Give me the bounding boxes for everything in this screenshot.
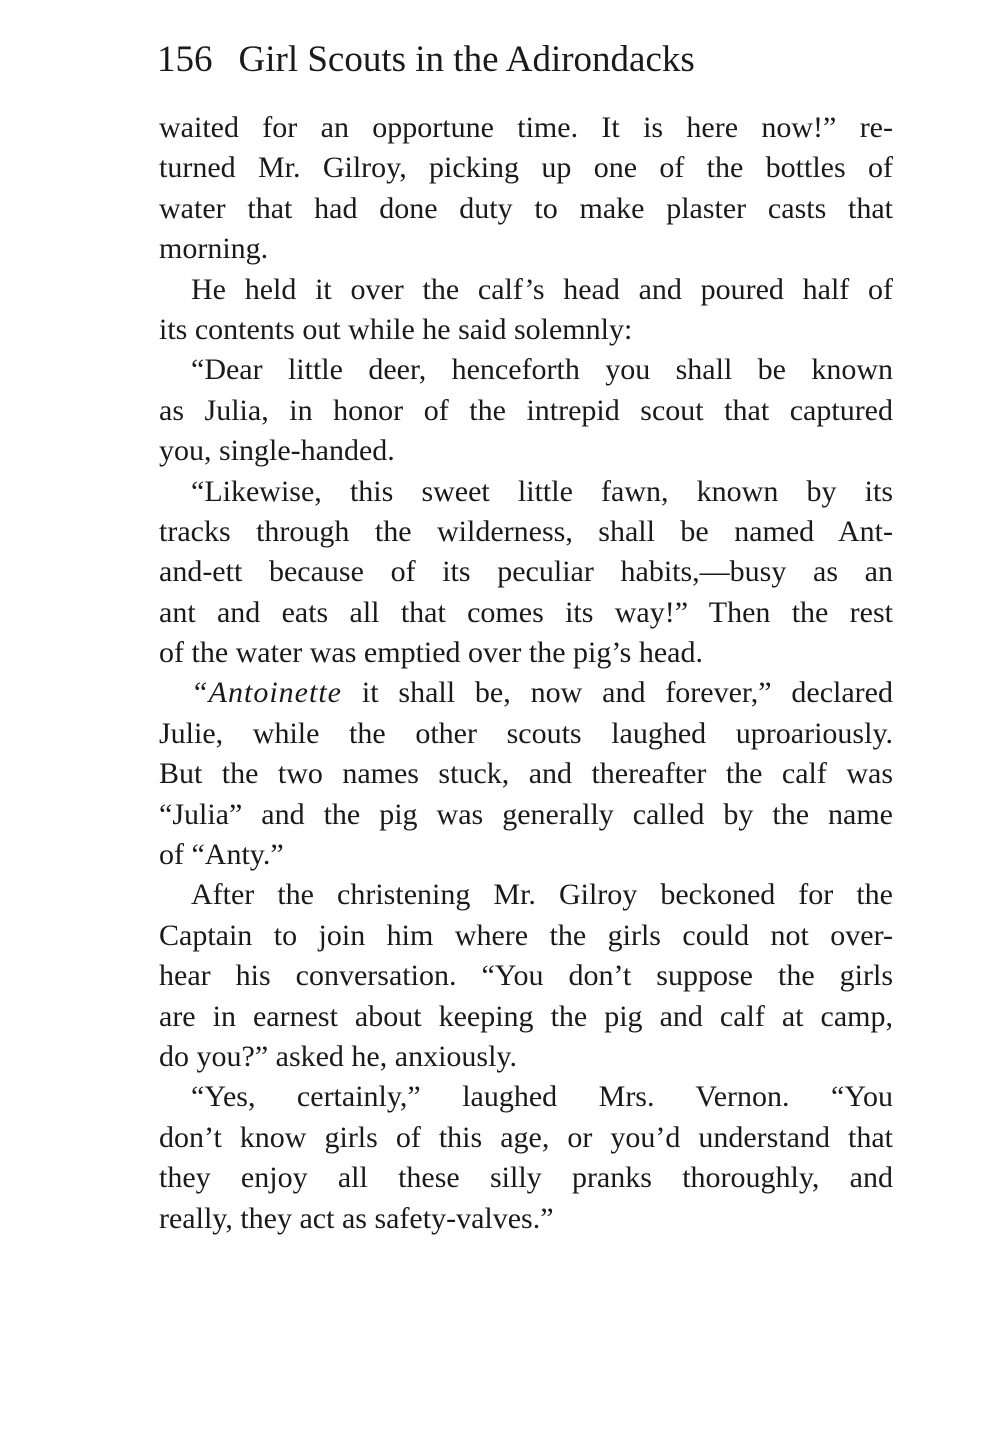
text-line: you, single-handed. bbox=[159, 434, 395, 468]
text-line: its contents out while he said solemnly: bbox=[159, 312, 633, 346]
text-fragment: it shall be, now and forever,” declared bbox=[341, 676, 893, 710]
text-line: But the two names stuck, and thereafter the calf was bbox=[159, 757, 893, 791]
text-line: morning. bbox=[159, 232, 269, 266]
text-line: After the christening Mr. Gilroy beckoned for the bbox=[191, 878, 893, 912]
text-line: they enjoy all these silly pranks thoroughly, and bbox=[159, 1161, 893, 1195]
page-number: 156 bbox=[157, 39, 213, 80]
text-line bbox=[159, 673, 893, 713]
text-line: and-ett because of its peculiar habits,—busy as an bbox=[159, 555, 893, 589]
running-head bbox=[157, 38, 897, 82]
text-line: “Yes, certainly,” laughed Mrs. Vernon. “You bbox=[191, 1080, 893, 1114]
paragraph-6 bbox=[159, 875, 893, 1077]
paragraph-1 bbox=[159, 108, 893, 270]
text-line: He held it over the calf’s head and poured half of bbox=[191, 272, 893, 306]
text-line: as Julia, in honor of the intrepid scout that captured bbox=[159, 393, 893, 427]
text-line: of “Anty.” bbox=[159, 838, 284, 872]
text-line: hear his conversation. “You don’t suppose the girls bbox=[159, 959, 893, 993]
italic-name: “Antoinette bbox=[191, 676, 342, 710]
text-line: Julie, while the other scouts laughed uproariously. bbox=[159, 716, 893, 750]
paragraph-2 bbox=[159, 270, 893, 351]
text-line: do you?” asked he, anxiously. bbox=[159, 1039, 517, 1073]
text-line: waited for an opportune time. It is here now!” re- bbox=[159, 111, 893, 144]
text-line: don’t know girls of this age, or you’d understand that bbox=[159, 1120, 893, 1154]
text-line: tracks through the wilderness, shall be named Ant- bbox=[159, 514, 893, 548]
text-line: of the water was emptied over the pig’s head. bbox=[159, 636, 703, 670]
text-line: are in earnest about keeping the pig and calf at camp, bbox=[159, 999, 893, 1033]
paragraph-4 bbox=[159, 472, 893, 674]
text-line: water that had done duty to make plaster casts that bbox=[159, 191, 893, 225]
text-line: “Dear little deer, henceforth you shall be known bbox=[191, 353, 893, 387]
text-line: “Julia” and the pig was generally called by the name bbox=[159, 797, 893, 831]
text-line: “Likewise, this sweet little fawn, known by its bbox=[191, 474, 893, 508]
text-line: really, they act as safety-valves.” bbox=[159, 1201, 554, 1235]
running-title: Girl Scouts in the Adirondacks bbox=[238, 39, 695, 80]
paragraph-3 bbox=[159, 350, 893, 471]
text-line: Captain to join him where the girls could not over- bbox=[159, 918, 893, 952]
text-line: turned Mr. Gilroy, picking up one of the bottles of bbox=[159, 151, 893, 185]
paragraph-7 bbox=[159, 1077, 893, 1239]
paragraph-5 bbox=[159, 673, 893, 875]
text-line: ant and eats all that comes its way!” Then the rest bbox=[159, 595, 893, 629]
body-text bbox=[159, 108, 893, 1239]
